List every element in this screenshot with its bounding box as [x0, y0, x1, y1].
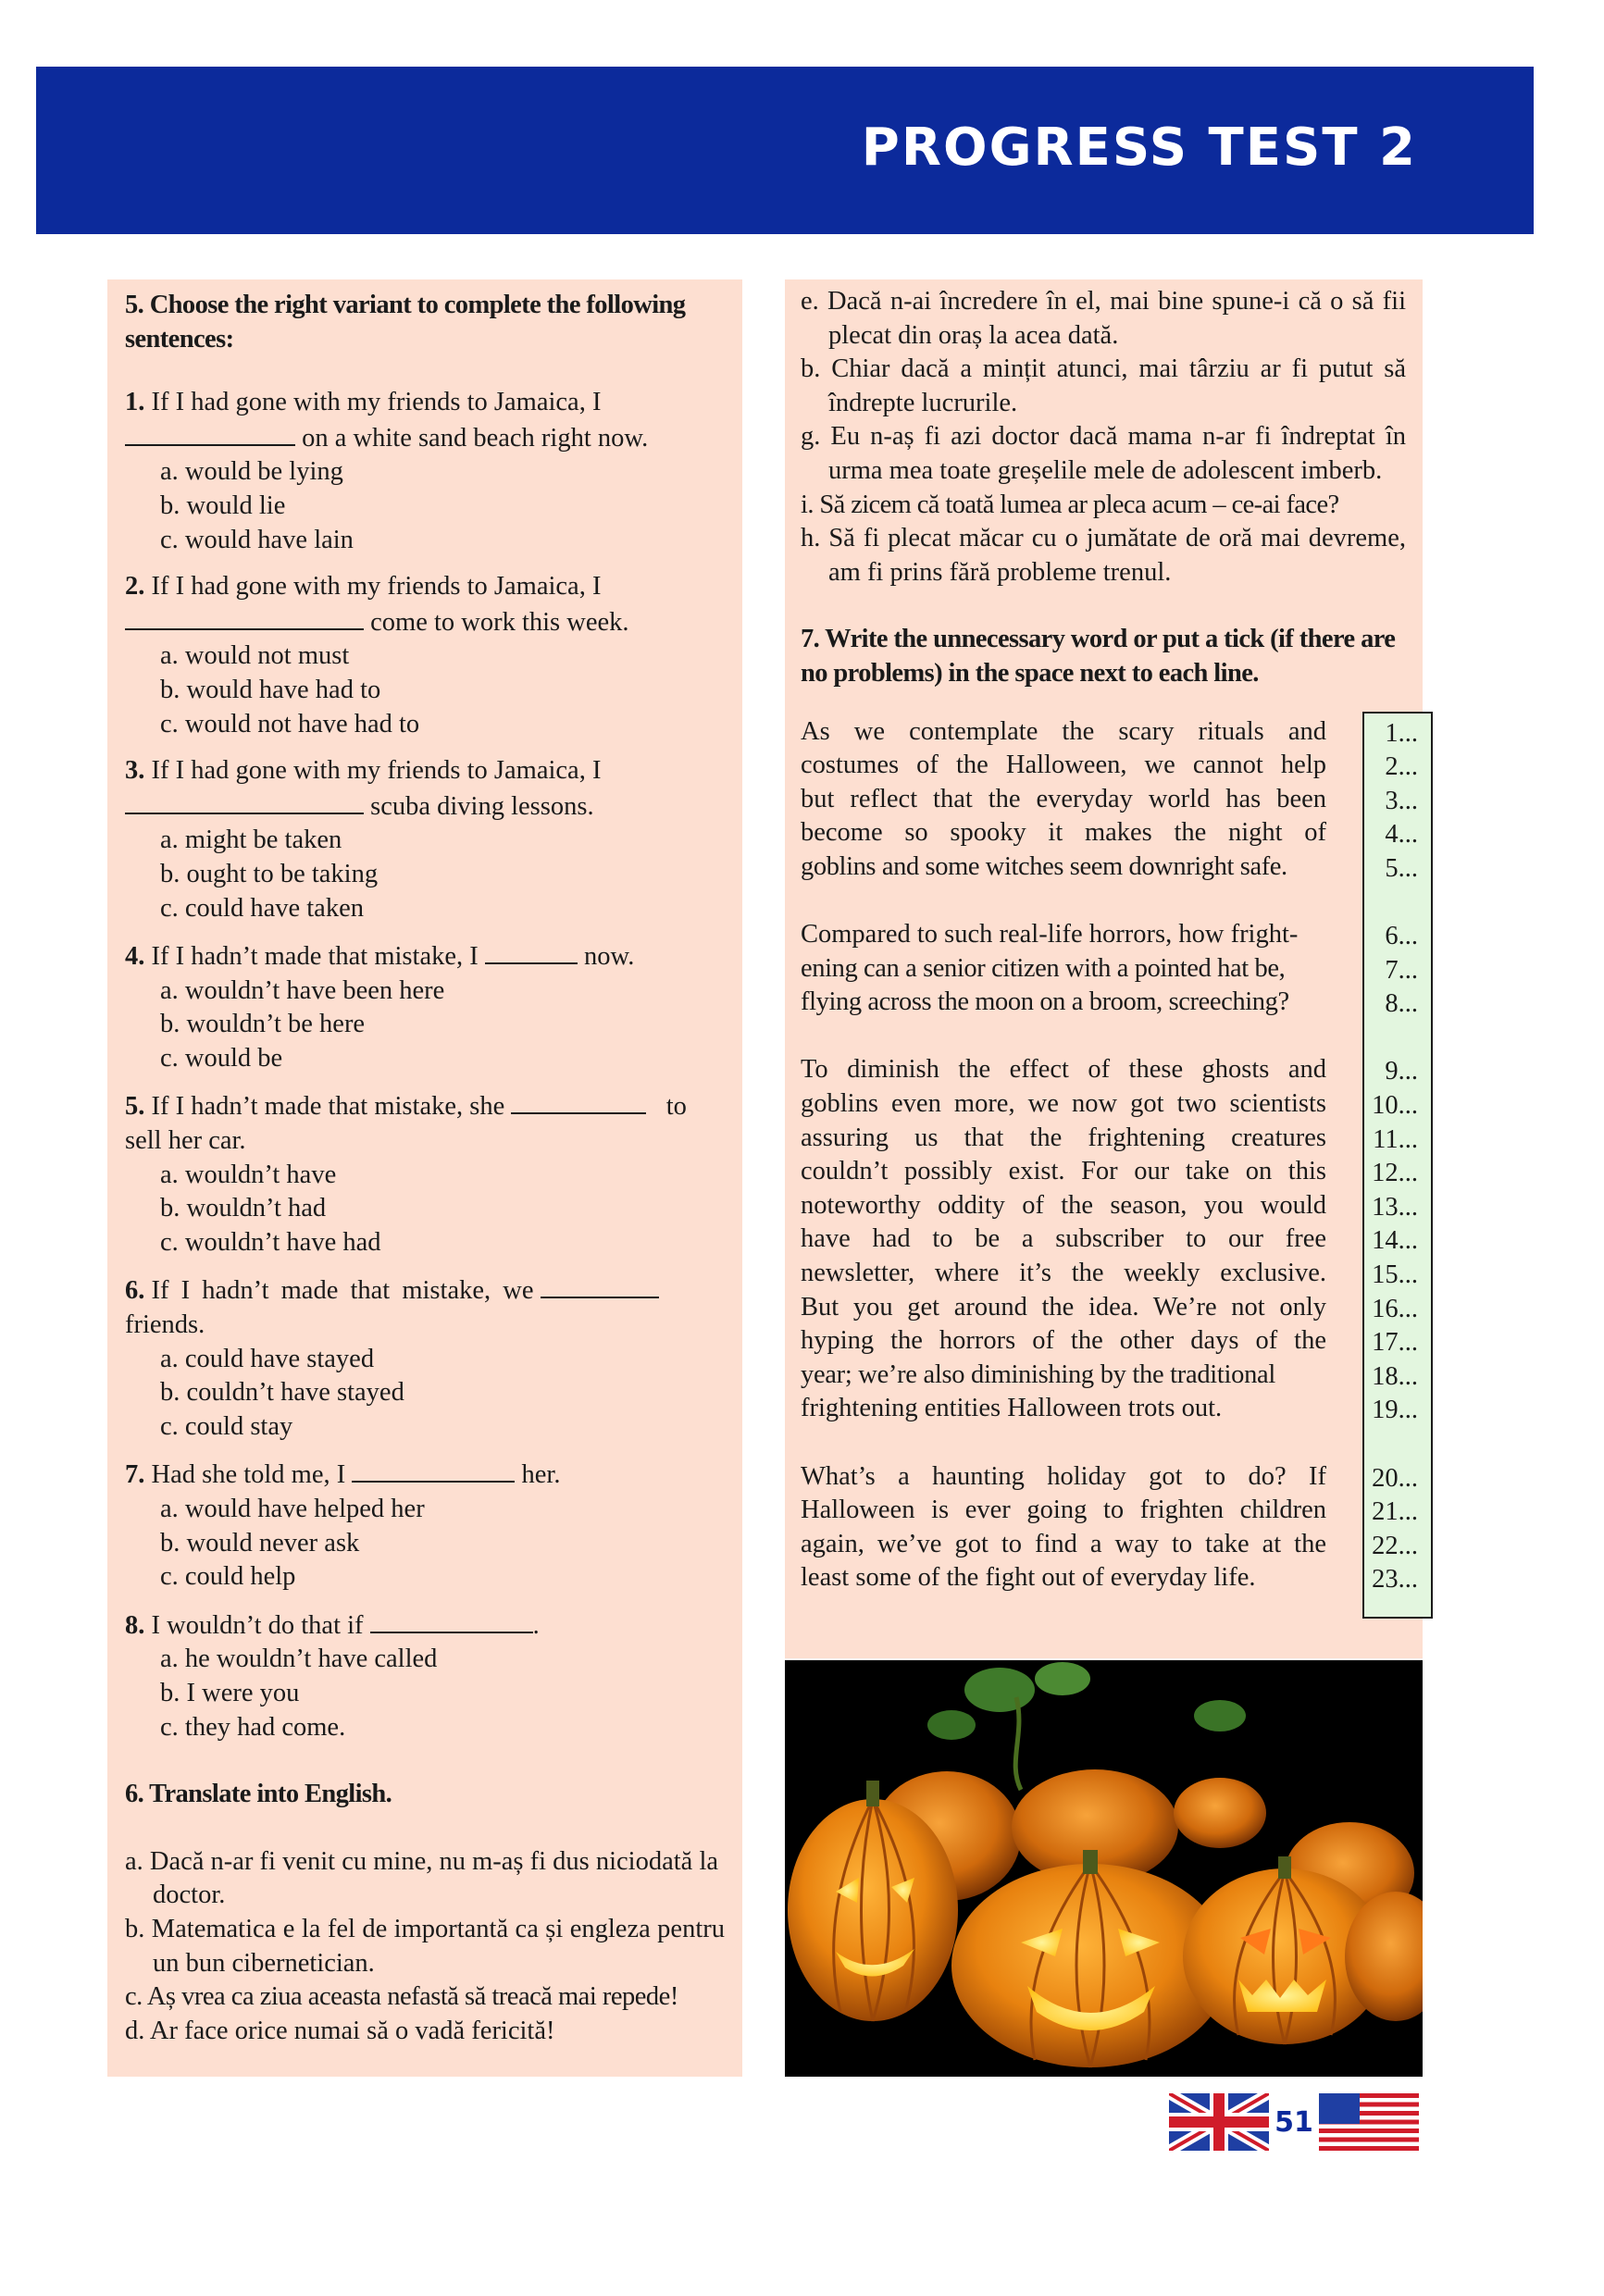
uk-flag-icon — [1169, 2093, 1269, 2151]
answer-slot[interactable]: 19... — [1372, 1396, 1418, 1425]
question-text: 7. Had she told me, I her. — [125, 1457, 725, 1493]
translate-item-d: d. Ar face orice numai să o vadă fericită! — [125, 2016, 555, 2045]
translate-item-b: b. Matematica e la fel de importantă ca și engleza pentru un bun cibernetician. — [125, 1914, 725, 1978]
answer-blank — [541, 1272, 659, 1298]
passage-line: flying across the moon on a broom, screeching? — [801, 987, 1289, 1017]
exercise-6-heading: 6. Translate into English. — [125, 1780, 392, 1809]
option: a. might be taken — [160, 825, 342, 855]
page-header — [36, 67, 1534, 234]
page-title: PROGRESS TEST 2 — [861, 118, 1417, 178]
answer-slot[interactable]: 21... — [1372, 1497, 1418, 1527]
passage-line: have had to be a subscriber to our free — [801, 1224, 1326, 1254]
answer-blank — [125, 788, 364, 814]
option: b. wouldn’t be here — [160, 1010, 366, 1039]
answer-slot[interactable]: 6... — [1385, 922, 1418, 951]
answer-slot[interactable]: 12... — [1372, 1159, 1418, 1188]
passage-line: What’s a haunting holiday got to do? If — [801, 1461, 1326, 1491]
halloween-pumpkins-image — [785, 1660, 1423, 2077]
answer-slot[interactable]: 3... — [1385, 786, 1418, 815]
answer-slot[interactable]: 15... — [1372, 1260, 1418, 1290]
passage-line: couldn’t possibly exist. For our take on this — [801, 1157, 1326, 1186]
question-8 — [125, 1607, 725, 1744]
option: b. would never ask — [160, 1528, 360, 1558]
answer-slot[interactable]: 17... — [1372, 1328, 1418, 1358]
option: a. wouldn’t have — [160, 1160, 337, 1189]
option: a. wouldn’t have been here — [160, 975, 445, 1005]
passage-line: noteworthy oddity of the season, you would — [801, 1190, 1326, 1220]
translate-item-b2: b. Chiar dacă a mințit atunci, mai târziu ar fi putut să îndrepte lucrurile. — [801, 354, 1406, 417]
option: c. wouldn’t have had — [160, 1227, 381, 1257]
option: a. would not must — [160, 641, 350, 671]
answer-blank — [125, 604, 364, 630]
answer-blank — [511, 1088, 646, 1114]
passage-line: frightening entities Halloween trots out. — [801, 1394, 1223, 1423]
passage-line: hyping the horrors of the other days of the — [801, 1326, 1326, 1356]
answer-slot[interactable]: 1... — [1385, 718, 1418, 748]
passage-line: To diminish the effect of these ghosts and — [801, 1055, 1326, 1085]
answer-slot[interactable]: 5... — [1385, 853, 1418, 883]
translate-item-e: e. Dacă n-ai încredere în el, mai bine spune-i că o să fii plecat din oraș la acea dată. — [801, 287, 1406, 350]
exercise-7-heading: 7. Write the unnecessary word or put a tick (if there are no problems) in the space next to each line. — [801, 625, 1396, 688]
translate-item-c: c. Aș vrea ca ziua aceasta nefastă să treacă mai repede! — [125, 1982, 678, 2012]
page-number-badge — [1169, 2093, 1419, 2151]
option: a. would have helped her — [160, 1495, 425, 1523]
option: b. would have had to — [160, 675, 381, 704]
option: c. they had come. — [160, 1712, 346, 1742]
question-text: 3. If I had gone with my friends to Jamaica, I — [125, 756, 602, 786]
answer-blank — [370, 1607, 533, 1633]
pumpkins-illustration — [785, 1660, 1423, 2077]
question-text: 1. If I had gone with my friends to Jamaica, I — [125, 388, 602, 417]
question-text: 5. If I hadn’t made that mistake, she to — [125, 1088, 725, 1124]
answer-slot[interactable]: 18... — [1372, 1361, 1418, 1391]
answer-slot[interactable]: 7... — [1385, 955, 1418, 985]
answer-blank — [485, 938, 578, 964]
passage-line: newsletter, where it’s the weekly exclusive. — [801, 1259, 1326, 1288]
question-text: 4. If I hadn’t made that mistake, I now. — [125, 938, 725, 974]
option: c. could help — [160, 1562, 296, 1592]
answer-slot[interactable]: 22... — [1372, 1531, 1418, 1560]
question-4 — [125, 938, 725, 1075]
passage-line: again, we’ve got to find a way to take at the — [801, 1529, 1326, 1558]
answer-slot[interactable]: 14... — [1372, 1226, 1418, 1256]
option: c. could have taken — [160, 893, 364, 923]
answer-slot[interactable]: 11... — [1373, 1124, 1418, 1154]
answer-blank — [352, 1457, 515, 1483]
option: b. couldn’t have stayed — [160, 1378, 404, 1408]
passage-line: Compared to such real-life horrors, how fright- — [801, 920, 1299, 949]
page-number: 51 — [1269, 2093, 1319, 2151]
question-text: 2. If I had gone with my friends to Jamaica, I — [125, 572, 602, 602]
answer-slot[interactable]: 23... — [1372, 1565, 1418, 1595]
passage-line: assuring us that the frightening creatures — [801, 1123, 1326, 1152]
translate-item-h: h. Să fi plecat măcar cu o jumătate de oră mai devreme, am fi prins fără probleme trenul. — [801, 524, 1406, 587]
right-panel — [785, 279, 1423, 1658]
passage-line: goblins and some witches seem downright safe. — [801, 851, 1287, 881]
translate-item-g: g. Eu n-aș fi azi doctor dacă mama n-ar fi îndreptat în urma mea toate greșelile mele de adolescent imberb. — [801, 422, 1406, 485]
option: a. could have stayed — [160, 1344, 375, 1373]
option: c. would have lain — [160, 525, 354, 554]
answer-slot[interactable]: 13... — [1372, 1192, 1418, 1222]
question-6: 6. If I hadn’t made that mistake, we friends. a. could have stayed b. couldn’t have stayed c. could stay — [125, 1272, 725, 1444]
answer-slot[interactable]: 8... — [1385, 989, 1418, 1019]
option: b. wouldn’t had — [160, 1194, 327, 1223]
option: c. would be — [160, 1043, 283, 1073]
question-2: 2. If I had gone with my friends to Jamaica, I come to work this week. a. would not must b. would have had to c. would not have had to — [125, 570, 725, 741]
answer-slot[interactable]: 2... — [1385, 752, 1418, 782]
translate-item-a: a. Dacă n-ar fi venit cu mine, nu m-aș fi dus niciodată la doctor. — [125, 1846, 719, 1910]
passage-line: ening can a senior citizen with a pointed hat be, — [801, 953, 1286, 983]
option: b. I were you — [160, 1678, 300, 1707]
option: b. ought to be taking — [160, 859, 379, 888]
passage — [801, 715, 1326, 1595]
passage-line: but reflect that the everyday world has been — [801, 784, 1326, 813]
translate-item-i: i. Să zicem că toată lumea ar pleca acum – ce-ai face? — [801, 490, 1339, 519]
answer-slot[interactable]: 16... — [1372, 1294, 1418, 1323]
option: c. would not have had to — [160, 709, 420, 738]
passage-line: Halloween is ever going to frighten children — [801, 1496, 1326, 1525]
question-text: 8. I wouldn’t do that if . — [125, 1607, 725, 1644]
passage-line: But you get around the idea. We’re not only — [801, 1292, 1326, 1322]
question-3: 3. If I had gone with my friends to Jamaica, I scuba diving lessons. a. might be taken b. ought to be taking c. could have taken — [125, 754, 725, 925]
option: b. would lie — [160, 490, 286, 520]
option: c. could stay — [160, 1411, 293, 1441]
answer-slot[interactable]: 4... — [1385, 820, 1418, 850]
passage-line: least some of the fight out of everyday life. — [801, 1563, 1256, 1593]
exercise-5-heading: 5. Choose the right variant to complete the following sentences: — [125, 291, 686, 354]
us-flag-icon — [1319, 2093, 1419, 2151]
question-text: 6. If I hadn’t made that mistake, we — [125, 1272, 725, 1309]
left-panel — [107, 279, 742, 2077]
answer-slot[interactable]: 10... — [1372, 1091, 1418, 1121]
passage-line: year; we’re also diminishing by the traditional — [801, 1359, 1276, 1389]
option: a. would be lying — [160, 457, 343, 487]
answer-slot[interactable]: 20... — [1372, 1463, 1418, 1493]
question-7 — [125, 1457, 725, 1594]
passage-line: become so spooky it makes the night of — [801, 818, 1326, 848]
passage-line: goblins even more, we now got two scientists — [801, 1089, 1326, 1119]
passage-line: As we contemplate the scary rituals and — [801, 716, 1326, 746]
option: a. he wouldn’t have called — [160, 1644, 438, 1674]
answer-slot[interactable]: 9... — [1385, 1057, 1418, 1086]
question-1: 1. If I had gone with my friends to Jamaica, I on a white sand beach right now. a. would be lying b. would lie c. would have lain — [125, 386, 725, 557]
exercise-7-body — [801, 715, 1423, 1595]
question-5: 5. If I hadn’t made that mistake, she to sell her car. a. wouldn’t have b. wouldn’t had c. wouldn’t have had — [125, 1088, 725, 1260]
answer-blank — [125, 420, 295, 446]
answer-column — [1362, 712, 1433, 1619]
passage-line: costumes of the Halloween, we cannot help — [801, 751, 1326, 780]
